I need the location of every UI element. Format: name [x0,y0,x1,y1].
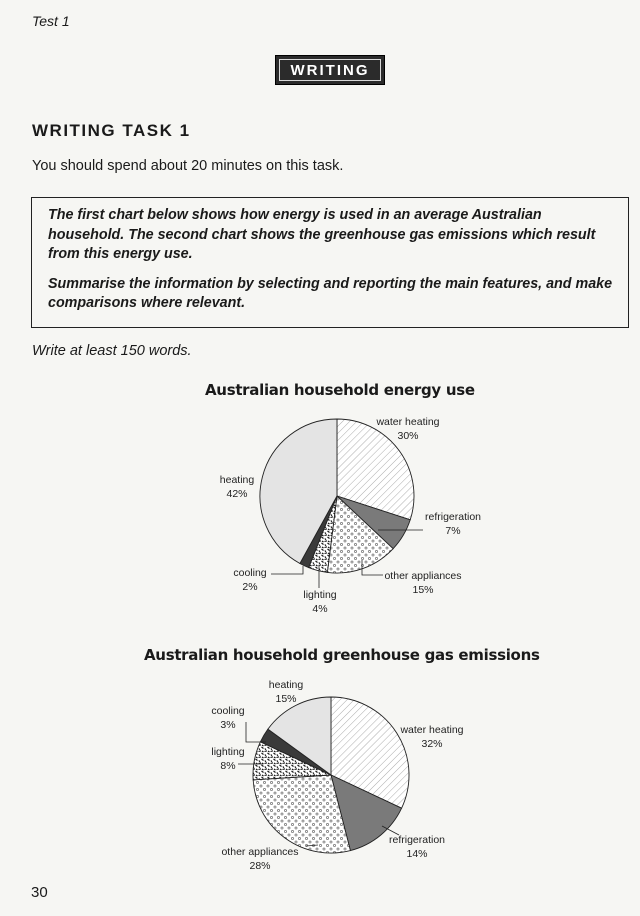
pie1-other-appliances-value-label: 15% [412,584,434,596]
prompt-description: The first chart below shows how energy is used in an average Australian household. The second chart shows the greenhouse gas emissions which result from this energy use. [48,207,596,262]
pie2-water-heating-label: water heating [400,724,464,736]
pie2-lighting-label: lighting [211,746,245,758]
pie1-heating-value-label: 42% [226,488,248,500]
pie1-lighting-label: lighting [303,589,337,601]
pie1-cooling-leader-line [271,566,303,574]
pie2-lighting-value-label: 8% [220,760,236,772]
chart2-title: Australian household greenhouse gas emissions [144,646,540,664]
pie2-refrigeration-value-label: 14% [406,848,428,860]
prompt-instruction: Summarise the information by selecting and reporting the main features, and make comparisons where relevant. [48,275,613,311]
page-number: 30 [31,884,48,901]
pie1-refrigeration-label: refrigeration [424,511,482,523]
pie2-cooling-label: cooling [211,705,245,717]
pie2-other-appliances-value-label: 28% [249,860,271,872]
test-label: Test 1 [32,13,70,29]
pie1-water-heating-value-label: 30% [397,430,419,442]
pie1-cooling-value-label: 2% [242,581,258,593]
pie1-water-heating-label: water heating [376,416,440,428]
pie1-cooling-label: cooling [233,567,267,579]
pie2-heating-value-label: 15% [275,693,297,705]
task-title: WRITING TASK 1 [32,121,191,140]
pie2-refrigeration-label: refrigeration [388,834,446,846]
time-instruction: You should spend about 20 minutes on this task. [32,158,344,174]
pie1-other-appliances-label: other appliances [384,570,462,582]
pie2-heating-label: heating [268,679,304,691]
pie2-other-appliances-label: other appliances [221,846,299,858]
energy-use-pie [260,419,414,573]
section-banner-label: WRITING [279,59,381,81]
chart1-title: Australian household energy use [205,381,475,399]
pie2-cooling-value-label: 3% [220,719,236,731]
pie1-lighting-value-label: 4% [312,603,328,615]
pie1-heating-label: heating [219,474,255,486]
pie1-refrigeration-value-label: 7% [445,525,461,537]
emissions-pie [253,697,409,853]
pie2-water-heating-value-label: 32% [421,738,443,750]
word-count-instruction: Write at least 150 words. [32,343,192,359]
